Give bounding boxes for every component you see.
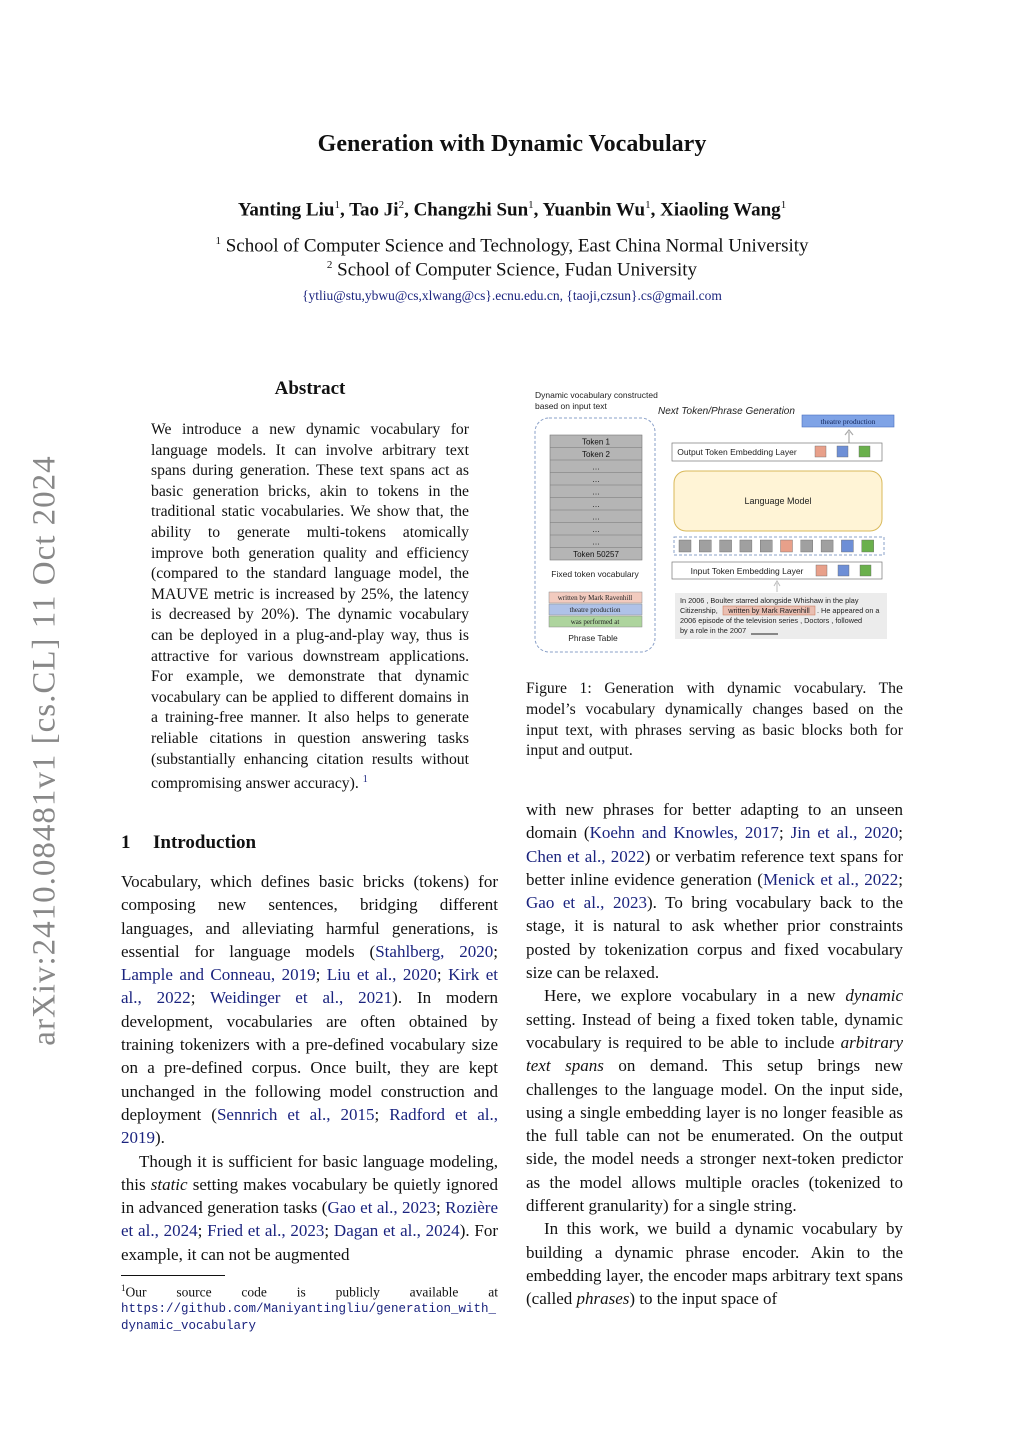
orange-square-icon: [816, 565, 827, 576]
hidden-state-square: [760, 540, 772, 552]
token-entry: …: [592, 512, 600, 522]
author-list: Yanting Liu$^1$, Tao Ji$^2$, Changzhi Sun$^1$, Yuanbin Wu$^1$, Xiaoling Wang$^1$: [237, 199, 787, 221]
citation-link[interactable]: Dagan et al., 2024: [333, 1221, 460, 1241]
hidden-state-square: [720, 540, 732, 552]
token-entry: …: [592, 475, 600, 484]
token-entry: …: [592, 525, 600, 534]
token-entry: Token 1: [581, 437, 611, 447]
input-text-line: In 2006 , Boulter starred alongside Whishaw in the play: [680, 596, 859, 605]
author-emails[interactable]: {ytliu@stu,ybwu@cs,xlwang@cs}.ecnu.edu.cn, {taoji,czsun}.cs@gmail.com: [302, 288, 722, 303]
input-text-line: . He appeared on a: [817, 606, 880, 615]
emphasis: dynamic: [845, 986, 903, 1006]
output-layer-label: Output Token Embedding Layer: [677, 447, 797, 457]
phrase-table-label: Phrase Table: [568, 633, 618, 643]
token-entry: Token 50257: [573, 550, 619, 559]
figure-1: [527, 385, 907, 670]
hidden-state-square: [679, 540, 691, 552]
section-heading: 1 Introduction: [121, 832, 257, 853]
emphasis: static: [150, 1174, 188, 1194]
author-name: Yuanbin Wu: [542, 199, 646, 221]
input-text-line: by a role in the 2007: [680, 626, 747, 635]
citation-link[interactable]: Stahlberg, 2020: [375, 941, 494, 961]
phrase-entry: was performed at: [570, 618, 620, 626]
citation-link[interactable]: Menick et al., 2022: [762, 869, 899, 889]
phrase-entry: theatre production: [569, 606, 621, 614]
token-entry: …: [592, 462, 600, 472]
token-entry: …: [592, 500, 600, 509]
hidden-state-square: [781, 540, 793, 552]
token-entry: …: [592, 537, 600, 547]
hidden-state-square: [740, 540, 752, 552]
hidden-state-square: [821, 540, 833, 552]
hidden-state-square: [699, 540, 711, 552]
citation-link[interactable]: Chen et al., 2022: [526, 846, 645, 866]
citation-link[interactable]: Gao et al., 2023: [526, 893, 647, 913]
input-text-line: Citizenship,: [680, 606, 718, 615]
citation-link[interactable]: Koehn and Knowles, 2017: [589, 823, 779, 843]
affiliation-1: $^1$ School of Computer Science and Technology, East China Normal University: [215, 235, 809, 257]
footnote-mark[interactable]: 1: [362, 774, 368, 786]
emphasis: arbitrary text spans: [526, 1032, 903, 1076]
affiliation-2: $^2$ School of Computer Science, Fudan University: [326, 259, 698, 281]
fixed-vocab-label: Fixed token vocabulary: [551, 569, 639, 579]
author-name: Tao Ji: [349, 199, 399, 221]
left-column-body: [121, 870, 498, 1266]
dynamic-vocab-label: based on input text: [535, 401, 607, 411]
footnote-rule: [121, 1275, 225, 1276]
paragraph: In this work, we build a dynamic vocabulary by building a dynamic phrase encoder. Akin to the embedding layer, the encoder maps arbitrary text spans (called phrases) to the input space of: [526, 1219, 903, 1309]
up-arrow-icon: [774, 581, 780, 592]
language-model-label: Language Model: [744, 496, 812, 506]
input-phrase: written by Mark Ravenhill: [728, 606, 810, 615]
citation-link[interactable]: Gao et al., 2023: [327, 1198, 437, 1218]
next-generation-label: Next Token/Phrase Generation: [658, 406, 795, 417]
abstract-text: We introduce a new dynamic vocabulary for language models. It can involve arbitrary text spans during generation. These text spans act as basic generation bricks, akin to tokens in the traditional static vocabularies. We show that, the ability to generate multi-tokens atomically improve both generation quality and efficiency (compared to the standard language model, the MAUVE metric is increased by 25%, the latency is decreased by 20%). The dynamic vocabulary can be deployed in a plug-and-play way, thus is attractive for various downstream applications. For example, we demonstrate that dynamic vocabulary can be applied to different domains in a training-free manner. It also helps to generate reliable citations in question answering tasks (substantially enhancing citation results without compromising answer accuracy). $^1$: [151, 421, 469, 793]
citation-link[interactable]: Weidinger et al., 2021: [210, 988, 393, 1008]
figure-caption: Figure 1: Generation with dynamic vocabulary. The model’s vocabulary dynamically changes based on the input text, with phrases serving as basic blocks both for input and output.: [526, 680, 903, 760]
input-text-line: 2006 episode of the television series , Doctors , followed: [680, 616, 863, 625]
green-square-icon: [860, 565, 871, 576]
paragraph: with new phrases for better adapting to an unseen domain (Koehn and Knowles, 2017; Jin et al., 2020; Chen et al., 2022) or verbatim reference text spans for better inline evidence generation (Menick et al., 2022; Gao et al., 2023). To bring vocabulary back to the stage, it is natural to ask whether prior constraints posted by tokenization corpus and fixed vocabulary size can be relaxed.: [526, 800, 904, 983]
right-column-body: [526, 798, 903, 1311]
green-square-icon: [859, 446, 870, 457]
up-arrow-icon: [845, 430, 853, 443]
paragraph: Though it is sufficient for basic language modeling, this static setting makes vocabulary be quietly ignored in advanced generation tasks (Gao et al., 2023; Rozière et al., 2024; Fried et al., 2023; Dagan et al., 2024). For example, it can not be augmented: [121, 1151, 499, 1264]
author-name: Yanting Liu: [237, 199, 335, 221]
hidden-state-square: [841, 540, 853, 552]
output-phrase: theatre production: [820, 417, 876, 426]
author-name: Changzhi Sun: [413, 199, 529, 221]
dynamic-vocab-label: Dynamic vocabulary constructed: [535, 390, 658, 400]
source-code-link[interactable]: https://github.com/Maniyantingliu/generation_with_dynamic_vocabulary: [121, 1301, 497, 1333]
abstract-heading: Abstract: [274, 378, 346, 399]
token-entry: Token 2: [581, 450, 611, 459]
paper-title: Generation with Dynamic Vocabulary: [317, 131, 707, 157]
token-entry: …: [592, 487, 600, 497]
citation-link[interactable]: Radford et al., 2019: [121, 1104, 499, 1148]
phrase-entry: written by Mark Ravenhill: [557, 594, 633, 602]
citation-link[interactable]: Sennrich et al., 2015: [216, 1104, 375, 1124]
input-layer-label: Input Token Embedding Layer: [690, 566, 804, 576]
citation-link[interactable]: Rozière et al., 2024: [121, 1198, 499, 1241]
orange-square-icon: [815, 446, 826, 457]
citation-link[interactable]: Kirk et al., 2022: [121, 965, 498, 1008]
footnote: $^1$Our source code is publicly available at https://github.com/Maniyantingliu/generation_with_dynamic_vocabulary: [121, 1283, 498, 1333]
emphasis: phrases: [576, 1289, 630, 1309]
citation-link[interactable]: Fried et al., 2023: [207, 1221, 325, 1241]
paragraph: Vocabulary, which defines basic bricks (tokens) for composing new sentences, bridging different languages, and alleviating harmful generations, is essential for language models (Stahlberg, 2020; Lample and Conneau, 2019; Liu et al., 2020; Kirk et al., 2022; Weidinger et al., 2021). In modern development, vocabularies are often obtained by training tokenizers with a pre-defined vocabulary size on a pre-defined corpus. Once built, they are kept unchanged in the following model construction and deployment (Sennrich et al., 2015; Radford et al., 2019).: [121, 872, 499, 1148]
hidden-state-square: [862, 540, 874, 552]
hidden-state-square: [801, 540, 813, 552]
citation-link[interactable]: Jin et al., 2020: [790, 823, 899, 843]
blue-square-icon: [837, 446, 848, 457]
author-name: Xiaoling Wang: [660, 199, 781, 221]
arxiv-identifier: arXiv:2410.08481v1 [cs.CL] 11 Oct 2024: [26, 455, 63, 1046]
citation-link[interactable]: Lample and Conneau, 2019: [121, 965, 316, 985]
citation-link[interactable]: Liu et al., 2020: [326, 965, 437, 985]
paragraph: Here, we explore vocabulary in a new dynamic setting. Instead of being a fixed token table, dynamic vocabulary is required to be able to include arbitrary text spans on demand. This setup brings new challenges to the language model. On the input side, using a single embedding layer is no longer feasible as the full table can not be enumerated. On the output side, the model needs a stronger next-token predictor as the model allows multiple oracles (tokenized to different granularity) for a single string.: [526, 986, 904, 1216]
blue-square-icon: [838, 565, 849, 576]
